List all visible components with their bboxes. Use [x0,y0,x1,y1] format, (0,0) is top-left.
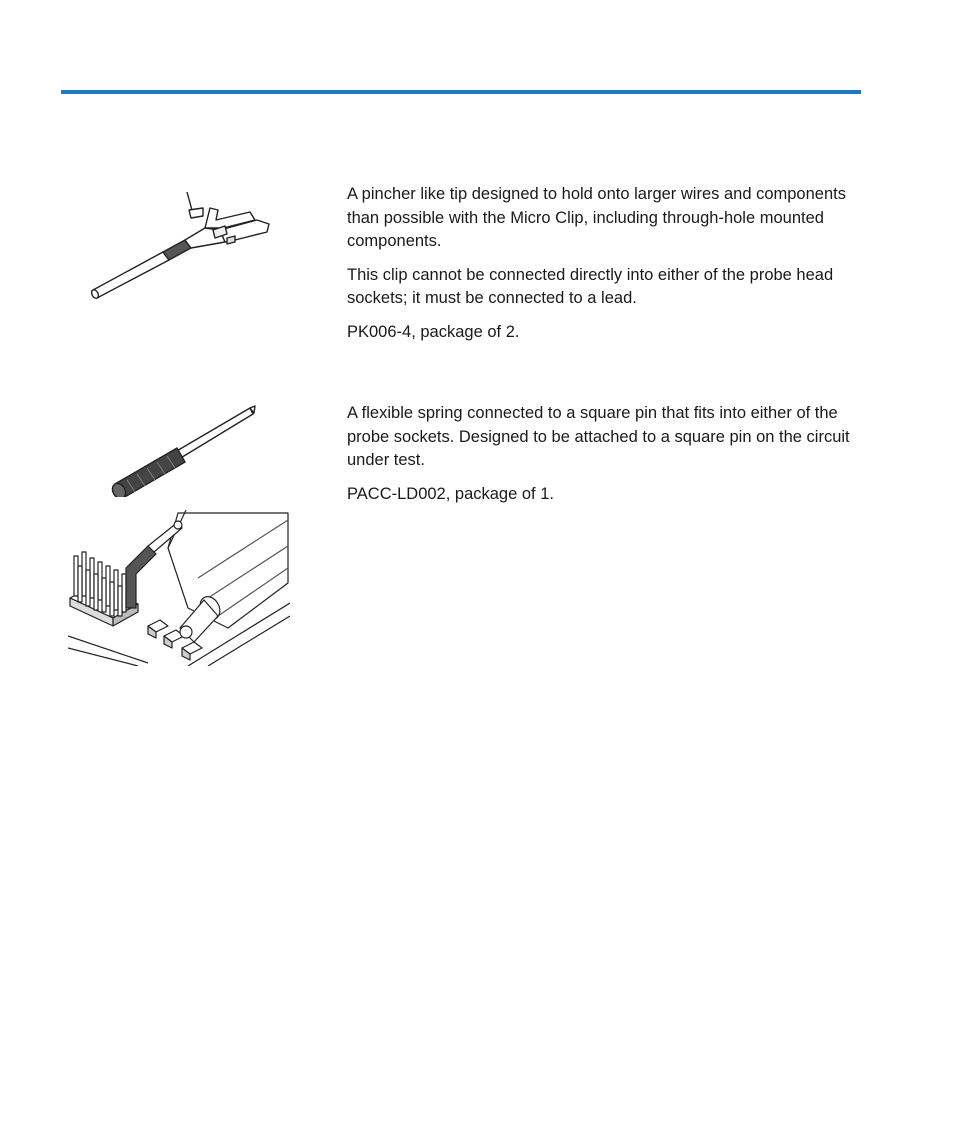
description-paragraph: A flexible spring connected to a square pin that fits into either of the probe sockets. Designed to be attached to a square pin on the circuit under test. [347,404,850,469]
description-paragraph: A pincher like tip designed to hold onto larger wires and components than possible with the Micro Clip, including through-hole mounted components. [347,185,846,250]
accessory-pincher-clip [347,183,872,354]
spring-lead-illustration [105,402,260,497]
circuit-board-illustration [68,508,290,666]
pincher-clip-illustration [85,190,275,305]
part-number-text: PK006-4, package of 2. [347,322,520,341]
header-rule [61,90,861,94]
description-paragraph: This clip cannot be connected directly into either of the probe head sockets; it must be connected to a lead. [347,265,834,307]
part-number-text: PACC-LD002, package of 1. [347,484,554,503]
accessory-spring-lead [347,402,872,516]
